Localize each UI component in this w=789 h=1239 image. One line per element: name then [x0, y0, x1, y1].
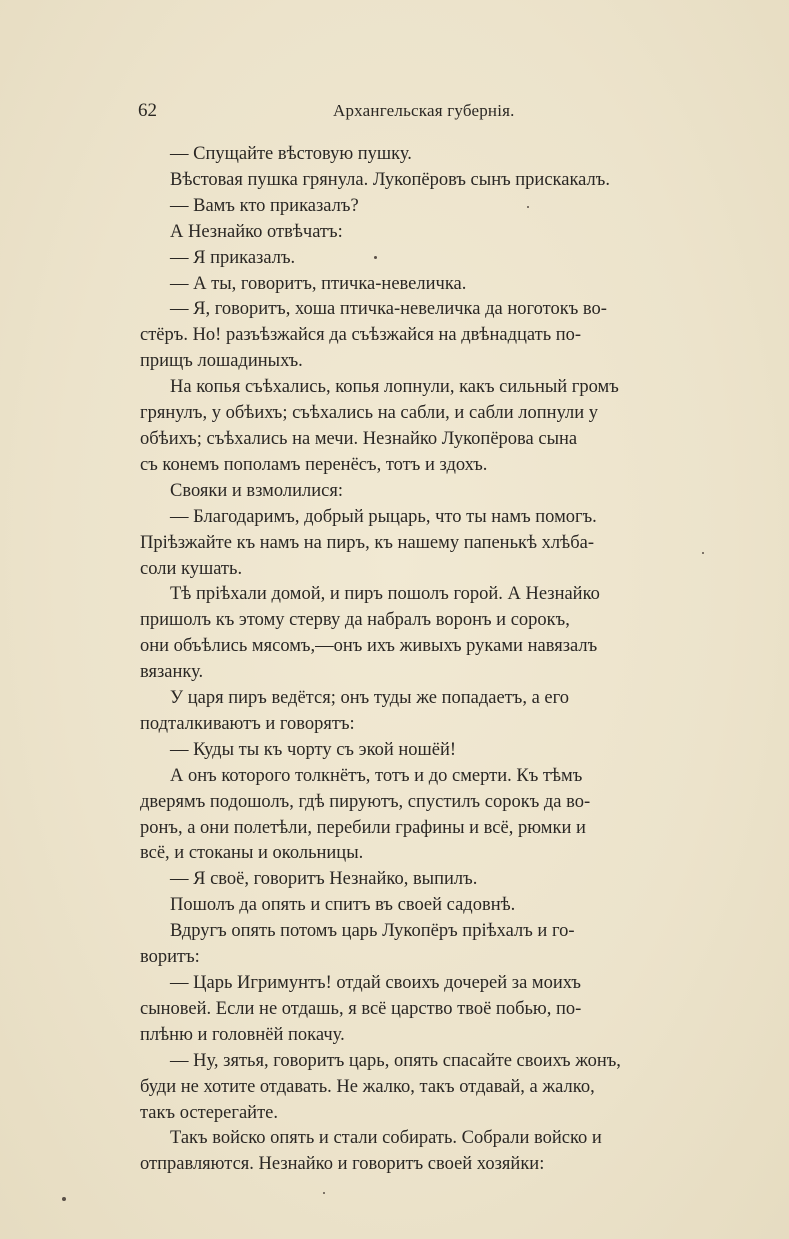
text-line: — Куды ты къ чорту съ экой ношёй!: [170, 739, 457, 760]
paragraph: [140, 297, 698, 375]
text-line: Пошолъ да опять и спитъ въ своей садовнѣ.: [170, 895, 516, 916]
paragraph: [140, 505, 698, 583]
ink-speck: [323, 1192, 325, 1194]
paragraph: [170, 272, 698, 298]
page-number: 62: [138, 100, 157, 121]
text-line: ронъ, а они полетѣли, перебили графины и всё, рюмки и: [140, 817, 586, 838]
text-line: У царя пиръ ведётся; онъ туды же попадаетъ, а его: [170, 688, 570, 709]
text-line: вязанку.: [140, 662, 204, 683]
paragraph: [140, 764, 698, 868]
paragraph: [140, 1126, 698, 1178]
text-line: Свояки и взмолилися:: [170, 480, 344, 501]
text-line: — Я, говоритъ, хоша птичка-невеличка да ноготокъ во-: [170, 299, 607, 320]
body-text: [140, 142, 698, 1178]
text-line: — Благодаримъ, добрый рыцарь, что ты намъ помогъ.: [170, 506, 597, 527]
text-line: плѣню и головнёй покачу.: [140, 1024, 345, 1045]
paragraph: [170, 220, 698, 246]
text-line: Тѣ пріѣхали домой, и пиръ пошолъ горой. А Незнайко: [170, 584, 600, 605]
paragraph: [140, 686, 698, 738]
paragraph: [140, 375, 698, 479]
text-line: дверямъ подошолъ, гдѣ пируютъ, спустилъ сорокъ да во-: [140, 791, 591, 812]
text-line: пришолъ къ этому стерву да набралъ воронъ и сорокъ,: [140, 610, 570, 631]
paragraph: [170, 194, 698, 220]
text-line: они объѣлись мясомъ,—онъ ихъ живыхъ руками навязалъ: [140, 636, 598, 657]
text-line: отправляются. Незнайко и говоритъ своей хозяйки:: [140, 1154, 545, 1175]
text-line: такъ остерегайте.: [140, 1102, 279, 1123]
text-line: Вдругъ опять потомъ царь Лукопёръ пріѣхалъ и го-: [170, 921, 575, 942]
page-header: [138, 100, 698, 126]
text-line: — Вамъ кто приказалъ?: [170, 195, 359, 216]
ink-speck: [527, 206, 529, 208]
text-line: прищъ лошадиныхъ.: [140, 351, 303, 372]
paragraph: [140, 919, 698, 971]
paragraph: [170, 893, 698, 919]
text-line: На копья съѣхались, копья лопнули, какъ сильный громъ: [170, 377, 619, 398]
paragraph: [140, 582, 698, 686]
text-line: подталкиваютъ и говорятъ:: [140, 713, 355, 734]
paragraph: [170, 479, 698, 505]
text-line: — Я своё, говоритъ Незнайко, выпилъ.: [170, 869, 478, 890]
text-line: Вѣстовая пушка грянула. Лукопёровъ сынъ прискакалъ.: [170, 169, 610, 190]
text-line: А онъ которого толкнётъ, тотъ и до смерти. Къ тѣмъ: [170, 765, 583, 786]
text-line: — Я приказалъ.: [170, 247, 296, 268]
ink-speck: [702, 552, 704, 554]
text-line: буди не хотите отдавать. Не жалко, такъ отдавай, а жалко,: [140, 1076, 595, 1097]
text-line: — Царь Игримунтъ! отдай своихъ дочерей за моихъ: [170, 973, 581, 993]
text-line: Пріѣзжайте къ намъ на пиръ, къ нашему папенькѣ хлѣба-: [140, 532, 594, 553]
text-line: стёръ. Но! разъѣзжайся да съѣзжайся на двѣнадцать по-: [140, 325, 582, 346]
text-line: всё, и стоканы и окольницы.: [140, 843, 364, 864]
text-line: — Ну, зятья, говоритъ царь, опять спасайте своихъ жонъ,: [170, 1050, 621, 1071]
text-line: обѣихъ; съѣхались на мечи. Незнайко Лукопёрова сына: [140, 428, 578, 449]
running-title: Архангельская губернія.: [333, 101, 515, 120]
paragraph: [170, 246, 698, 272]
ink-speck: [62, 1197, 66, 1201]
paragraph: [170, 168, 698, 194]
paragraph: [170, 738, 698, 764]
text-line: — Спущайте вѣстовую пушку.: [170, 144, 412, 164]
text-line: Такъ войско опять и стали собирать. Собрали войско и: [170, 1128, 602, 1149]
text-line: соли кушать.: [140, 558, 243, 579]
paragraph: [140, 971, 698, 1049]
paragraph: [170, 142, 698, 168]
text-line: воритъ:: [140, 947, 200, 968]
text-line: съ конемъ пополамъ перенёсъ, тотъ и здохъ.: [140, 454, 488, 475]
text-line: — А ты, говоритъ, птичка-невеличка.: [170, 273, 467, 294]
paragraph: [140, 1049, 698, 1127]
text-line: А Незнайко отвѣчатъ:: [170, 221, 343, 242]
ink-speck: [374, 256, 377, 259]
text-line: сыновей. Если не отдашь, я всё царство твоё побью, по-: [140, 998, 582, 1019]
paragraph: [170, 867, 698, 893]
text-line: грянулъ, у обѣихъ; съѣхались на сабли, и сабли лопнули у: [140, 403, 599, 424]
